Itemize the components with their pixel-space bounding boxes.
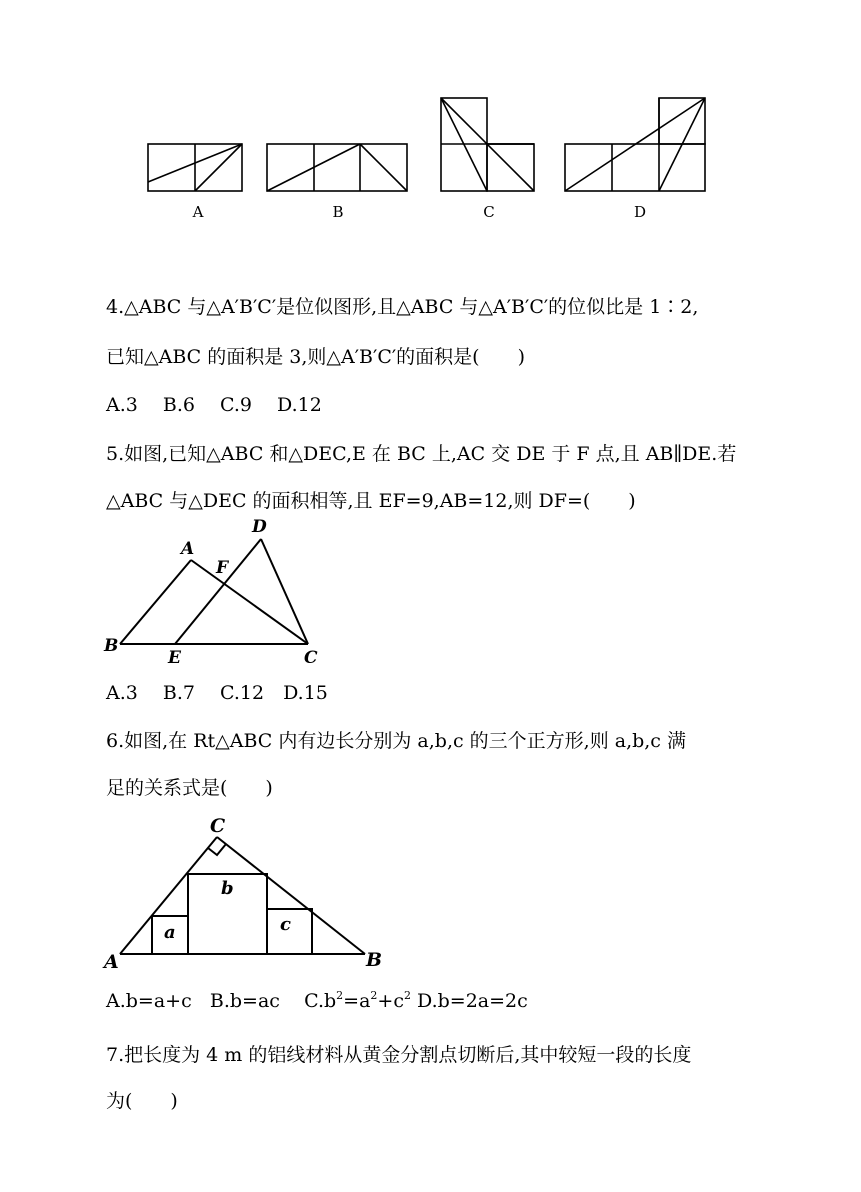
q6-stem-line2: 足的关系式是( )	[106, 777, 273, 799]
q6-option-c: $C.b^2=a^2+c^2$	[304, 989, 411, 1012]
q7-stem-line1: 7.把长度为 4 m 的铝线材料从黄金分割点切断后,其中较短一段的长度	[106, 1044, 692, 1066]
q6-option-b: B.b=ac	[209, 990, 280, 1012]
vertex-label-a: A	[104, 951, 119, 973]
figure-d	[565, 98, 705, 191]
figure-a	[148, 144, 242, 191]
q6-option-d: D.b=2a=2c	[417, 990, 528, 1012]
q6-figure	[100, 808, 400, 978]
q6-stem-line1: 6.如图,在 Rt△ABC 内有边长分别为 a,b,c 的三个正方形,则 a,b,c 满	[106, 730, 686, 752]
square-label-b: b	[221, 878, 234, 899]
figure-label-c: C	[483, 203, 495, 221]
point-label-a: A	[181, 539, 195, 559]
q5-stem-line2: △ABC 与△DEC 的面积相等,且 EF=9,AB=12,则 DF=( )	[106, 490, 636, 512]
figure-label-a: A	[192, 203, 204, 221]
square-label-c: c	[280, 914, 291, 935]
side-cb	[217, 837, 365, 954]
point-label-e: E	[168, 648, 181, 668]
figure-c	[441, 98, 534, 191]
q4-stem-line1: 4.△ABC 与△A′B′C′是位似图形,且△ABC 与△A′B′C′的位似比是 1∶2,	[106, 296, 699, 318]
q6-option-a: A.b=a+c	[106, 990, 192, 1012]
figure-label-b: B	[332, 203, 344, 221]
figure-label-d: D	[633, 203, 647, 221]
square-label-a: a	[164, 922, 176, 943]
point-label-d: D	[252, 517, 267, 537]
point-label-b: B	[104, 636, 119, 656]
q5-stem-line1: 5.如图,已知△ABC 和△DEC,E 在 BC 上,AC 交 DE 于 F 点,且 AB∥DE.若	[106, 443, 737, 465]
vertex-label-c: C	[210, 815, 226, 837]
point-label-c: C	[304, 648, 318, 668]
q4-options: A.3 B.6 C.9 D.12	[106, 394, 322, 416]
q4-stem-line2: 已知△ABC 的面积是 3,则△A′B′C′的面积是( )	[106, 346, 525, 368]
figure-b	[267, 144, 407, 191]
q6-options	[106, 990, 528, 1012]
segment-ab	[120, 560, 191, 644]
grid-figures	[140, 90, 720, 230]
vertex-label-b: B	[366, 949, 383, 971]
q5-figure	[100, 512, 340, 672]
q5-options: A.3 B.7 C.12 D.15	[106, 682, 328, 704]
point-label-f: F	[216, 558, 229, 578]
q7-stem-line2: 为( )	[106, 1090, 178, 1112]
